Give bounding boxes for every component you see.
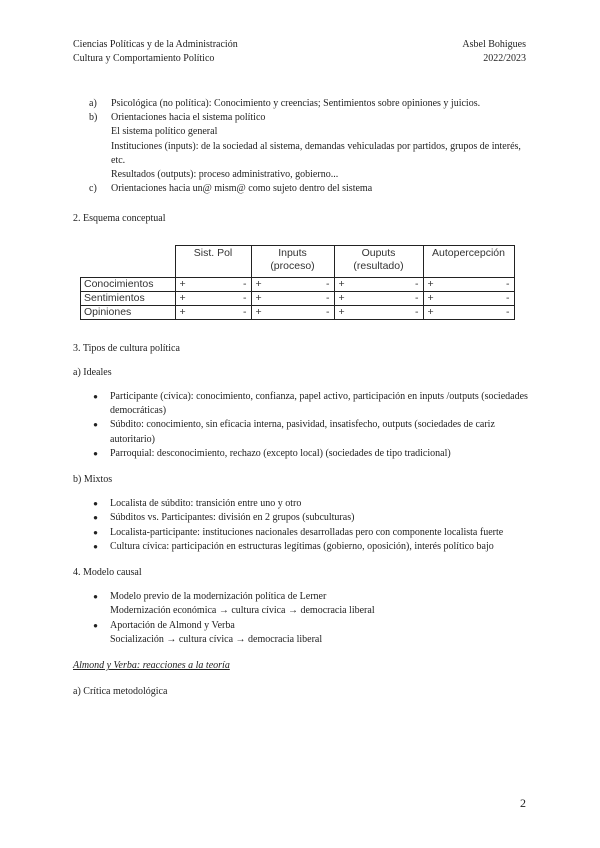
plus-sign: +	[338, 291, 345, 304]
list-item	[73, 497, 528, 511]
table-cell	[334, 305, 423, 319]
orientation-item	[73, 97, 528, 111]
header-line: Ouputs	[361, 246, 396, 259]
list-text: Parroquial: desconocimiento, rechazo (excepto local) (sociedades de tipo tradicional)	[110, 447, 451, 459]
reactions-heading: Almond y Verba: reacciones a la teoría	[73, 660, 230, 672]
plus-sign: +	[338, 305, 345, 318]
list-item	[73, 511, 528, 525]
orientations-list	[73, 97, 528, 196]
row-header: Conocimientos	[81, 277, 176, 291]
concept-table	[80, 245, 515, 320]
course-title: Ciencias Políticas y de la Administración	[73, 39, 238, 50]
row-header: Opiniones	[81, 305, 176, 319]
table-cell	[334, 277, 423, 291]
plus-sign: +	[255, 305, 262, 318]
list-line: El sistema político general	[111, 126, 218, 138]
row-header: Sentimientos	[81, 291, 176, 305]
bullet-icon: ●	[93, 420, 98, 430]
minus-sign: -	[506, 305, 510, 318]
list-marker: b)	[89, 112, 98, 124]
plus-sign: +	[179, 277, 186, 290]
list-item	[73, 526, 528, 540]
bullet-icon: ●	[93, 448, 98, 458]
list-text	[111, 111, 528, 182]
minus-sign: -	[415, 305, 419, 318]
plus-sign: +	[255, 291, 262, 304]
list-text: Localista-participante: instituciones nacionales desarrolladas pero con componente localista fuerte	[110, 526, 504, 538]
table-row	[81, 305, 515, 319]
model-detail: Socialización → cultura cívica → democracia liberal	[110, 633, 323, 645]
plus-sign: +	[179, 291, 186, 304]
table-header	[334, 245, 423, 277]
list-item	[73, 447, 528, 461]
subject-title: Cultura y Comportamiento Político	[73, 53, 215, 64]
plus-sign: +	[427, 277, 434, 290]
plus-sign: +	[338, 277, 345, 290]
list-item	[73, 540, 528, 554]
model-title: Modelo previo de la modernización política de Lerner	[110, 591, 327, 603]
model-detail: Modernización económica → cultura cívica → democracia liberal	[110, 605, 375, 617]
bullet-icon: ●	[93, 541, 98, 551]
table-cell	[423, 277, 514, 291]
bullet-icon: ●	[93, 392, 98, 402]
bullet-icon: ●	[93, 592, 98, 602]
table-header	[251, 245, 334, 277]
plus-sign: +	[255, 277, 262, 290]
concept-table-wrapper	[80, 245, 528, 320]
table-cell	[175, 305, 251, 319]
modelo-list	[73, 590, 528, 647]
header-line: (proceso)	[270, 259, 315, 272]
bullet-icon: ●	[93, 499, 98, 509]
list-text: Psicológica (no política): Conocimiento y creencias; Sentimientos sobre opiniones y juicios.	[111, 98, 481, 109]
orientation-item	[73, 111, 528, 182]
minus-sign: -	[415, 291, 419, 304]
table-header	[175, 245, 251, 277]
header-line: Sist. Pol	[193, 246, 233, 259]
section-heading: 4. Modelo causal	[73, 567, 142, 579]
minus-sign: -	[243, 305, 247, 318]
table-header	[423, 245, 514, 277]
list-text	[110, 619, 528, 647]
document-body	[73, 97, 528, 699]
model-title: Aportación de Almond y Verba	[110, 619, 235, 631]
list-marker: c)	[89, 183, 97, 195]
list-text: Localista de súbdito: transición entre uno y otro	[110, 498, 302, 510]
list-marker: a)	[89, 98, 97, 109]
list-text	[110, 590, 528, 618]
minus-sign: -	[415, 277, 419, 290]
table-corner	[81, 245, 176, 277]
orientation-item	[73, 182, 528, 196]
subsection-heading: b) Mixtos	[73, 474, 113, 486]
list-text: Súbdito: conocimiento, sin eficacia interna, pasividad, insatisfecho, outputs (sociedades de cariz autoritario)	[110, 419, 495, 445]
header-line: Inputs	[278, 246, 307, 259]
ideales-list	[73, 390, 528, 461]
table-cell	[423, 291, 514, 305]
page-number: 2	[520, 796, 526, 810]
list-line: Instituciones (inputs): de la sociedad al sistema, demandas vehiculadas por partidos, grupos de interés, etc.	[111, 140, 521, 166]
list-line: Orientaciones hacia el sistema político	[111, 112, 266, 124]
minus-sign: -	[506, 277, 510, 290]
academic-year: 2022/2023	[483, 53, 526, 64]
table-row	[81, 291, 515, 305]
mixtos-list	[73, 497, 528, 554]
header-left	[73, 38, 238, 66]
list-item	[73, 390, 528, 418]
list-text: Orientaciones hacia un@ mism@ como sujeto dentro del sistema	[111, 183, 373, 195]
bullet-icon: ●	[93, 620, 98, 630]
list-text: Participante (cívica): conocimiento, confianza, papel activo, participación en inputs /outputs (sociedades democráticas)	[110, 391, 528, 417]
table-cell	[334, 291, 423, 305]
header-line: Autopercepción	[432, 246, 505, 259]
plus-sign: +	[427, 305, 434, 318]
list-text: Súbditos vs. Participantes: división en 2 grupos (subculturas)	[110, 512, 355, 524]
minus-sign: -	[326, 277, 330, 290]
plus-sign: +	[427, 291, 434, 304]
subsection-heading: a) Ideales	[73, 366, 112, 378]
table-cell	[175, 277, 251, 291]
list-item	[73, 590, 528, 618]
table-header-row	[81, 245, 515, 277]
list-line: Resultados (outputs): proceso administrativo, gobierno...	[111, 169, 339, 181]
table-cell	[175, 291, 251, 305]
header-line: (resultado)	[353, 259, 404, 272]
table-cell	[251, 305, 334, 319]
plus-sign: +	[179, 305, 186, 318]
list-item	[73, 619, 528, 647]
minus-sign: -	[326, 305, 330, 318]
minus-sign: -	[506, 291, 510, 304]
minus-sign: -	[243, 277, 247, 290]
author-name: Asbel Bohigues	[462, 39, 526, 50]
section-heading: 3. Tipos de cultura política	[73, 342, 180, 354]
minus-sign: -	[326, 291, 330, 304]
table-cell	[251, 277, 334, 291]
table-cell	[251, 291, 334, 305]
list-item	[73, 418, 528, 446]
table-cell	[423, 305, 514, 319]
table-row	[81, 277, 515, 291]
subsection-heading: a) Crítica metodológica	[73, 686, 168, 698]
bullet-icon: ●	[93, 527, 98, 537]
header-right	[462, 38, 526, 66]
minus-sign: -	[243, 291, 247, 304]
bullet-icon: ●	[93, 513, 98, 523]
list-text: Cultura cívica: participación en estructuras legítimas (gobierno, oposición), interés político bajo	[110, 540, 494, 552]
section-heading: 2. Esquema conceptual	[73, 213, 166, 225]
